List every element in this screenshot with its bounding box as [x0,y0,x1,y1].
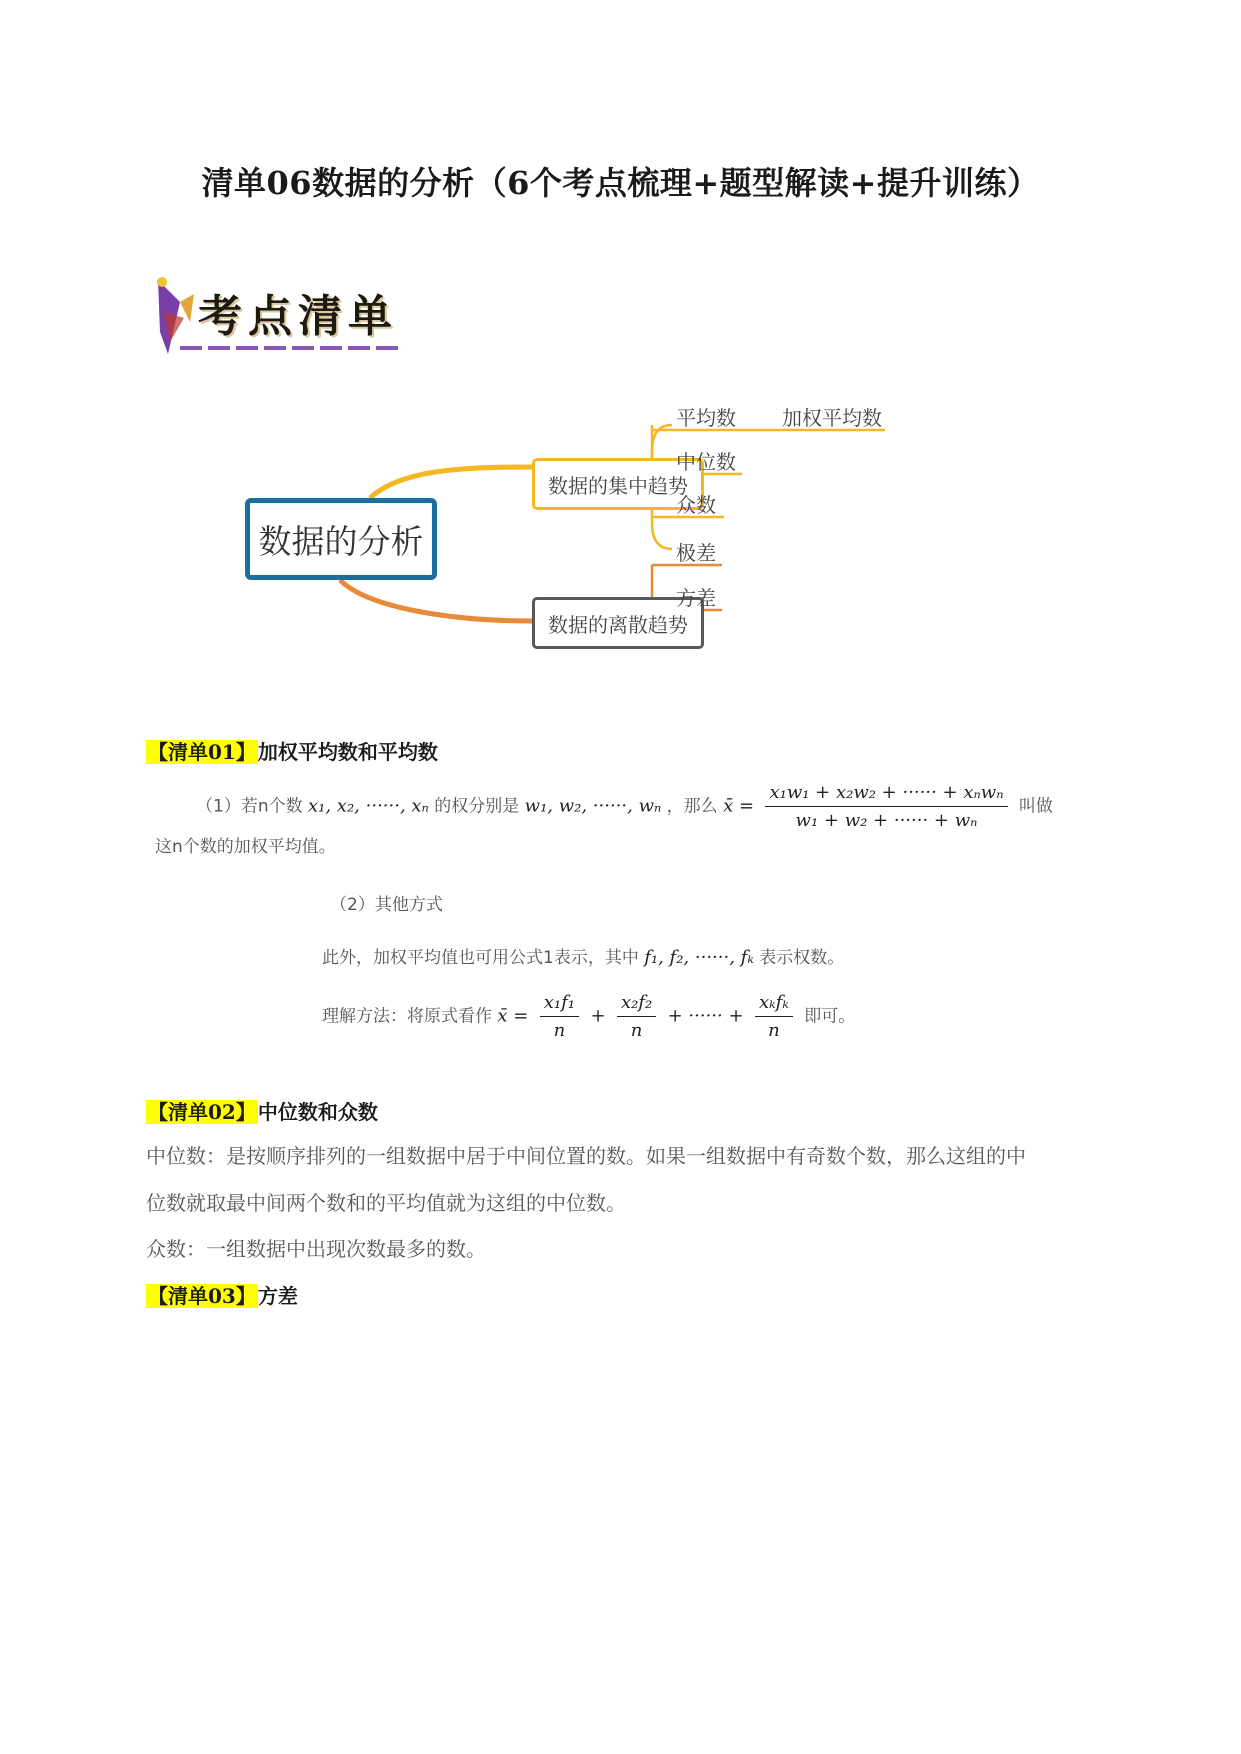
math-dots: + ······ + [667,1005,744,1027]
mind-map-leaf-weighted-mean: 加权平均数 [782,406,882,430]
mind-map-leaf-range: 极差 [676,541,716,565]
mind-map [230,406,1010,685]
logo-underline [180,346,398,350]
fraction-numerator: xₖfₖ [755,992,793,1017]
text-segment: ，那么 [666,796,718,817]
weighted-mean-fraction [765,782,1007,831]
weighted-mean-definition [196,782,1116,832]
math-xbar: x̄ = [723,795,755,817]
text-segment: （1）若n个数 [196,796,303,817]
understanding-method [322,992,1022,1041]
mind-map-root: 数据的分析 [245,498,437,580]
math-plus: + [590,1005,606,1027]
fraction-denominator: w₁ + w₂ + ······ + wₙ [795,810,978,831]
mind-map-leaf-median: 中位数 [676,450,736,474]
fraction-term-k [755,992,793,1041]
other-method-heading: （2）其他方式 [330,895,443,915]
page-title: 清单06数据的分析（6个考点梳理+题型解读+提升训练） [201,164,1040,202]
fraction-denominator: n [630,1020,643,1041]
other-method-text [322,943,844,968]
fraction-numerator: x₂f₂ [617,992,656,1017]
section-heading-02 [146,1096,378,1125]
mind-map-leaf-variance: 方差 [676,586,716,610]
median-definition-line-2: 位数就取最中间两个数和的平均值就为这组的中位数。 [146,1191,626,1215]
logo-text: 考点清单 [198,291,398,342]
text-segment: 此外，加权平均值也可用公式1表示，其中 [322,948,639,968]
weighted-mean-definition-end: 这n个数的加权平均值。 [155,837,336,857]
section-title: 加权平均数和平均数 [257,740,438,764]
fraction-denominator: n [553,1020,566,1041]
median-definition-line-1: 中位数：是按顺序排列的一组数据中居于中间位置的数。如果一组数据中有奇数个数，那么这组的中 [146,1144,1026,1168]
text-segment: 即可。 [804,1006,856,1027]
mind-map-branch-dispersion: 数据的离散趋势 [532,597,704,649]
text-segment: 理解方法：将原式看作 [322,1006,492,1027]
fraction-denominator: n [768,1020,780,1041]
mode-definition: 众数：一组数据中出现次数最多的数。 [146,1237,486,1261]
logo [150,272,400,360]
section-title: 中位数和众数 [257,1100,378,1124]
section-heading-03 [146,1280,298,1309]
text-segment: 表示权数。 [759,948,845,968]
math-xs: x₁, x₂, ······, xₙ [308,795,429,817]
text-segment: 叫做 [1018,796,1053,817]
mind-map-leaf-mode: 众数 [676,493,716,517]
fraction-numerator: x₁f₁ [540,992,579,1017]
section-heading-01 [146,736,438,765]
math-ws: w₁, w₂, ······, wₙ [524,795,662,817]
section-tag: 【清单02】 [148,1100,256,1124]
math-fs: f₁, f₂, ······, fₖ [644,947,754,968]
fraction-term-1 [540,992,579,1041]
section-tag: 【清单01】 [148,740,256,764]
fraction-term-2 [617,992,656,1041]
mind-map-leaf-mean: 平均数 [676,406,736,430]
fraction-numerator: x₁w₁ + x₂w₂ + ······ + xₙwₙ [765,782,1007,807]
text-segment: 的权分别是 [434,796,520,817]
math-xbar: x̄ = [497,1005,529,1027]
mind-map-branch-central-tendency: 数据的集中趋势 [532,458,704,510]
section-tag: 【清单03】 [148,1284,256,1308]
section-title: 方差 [257,1284,298,1308]
